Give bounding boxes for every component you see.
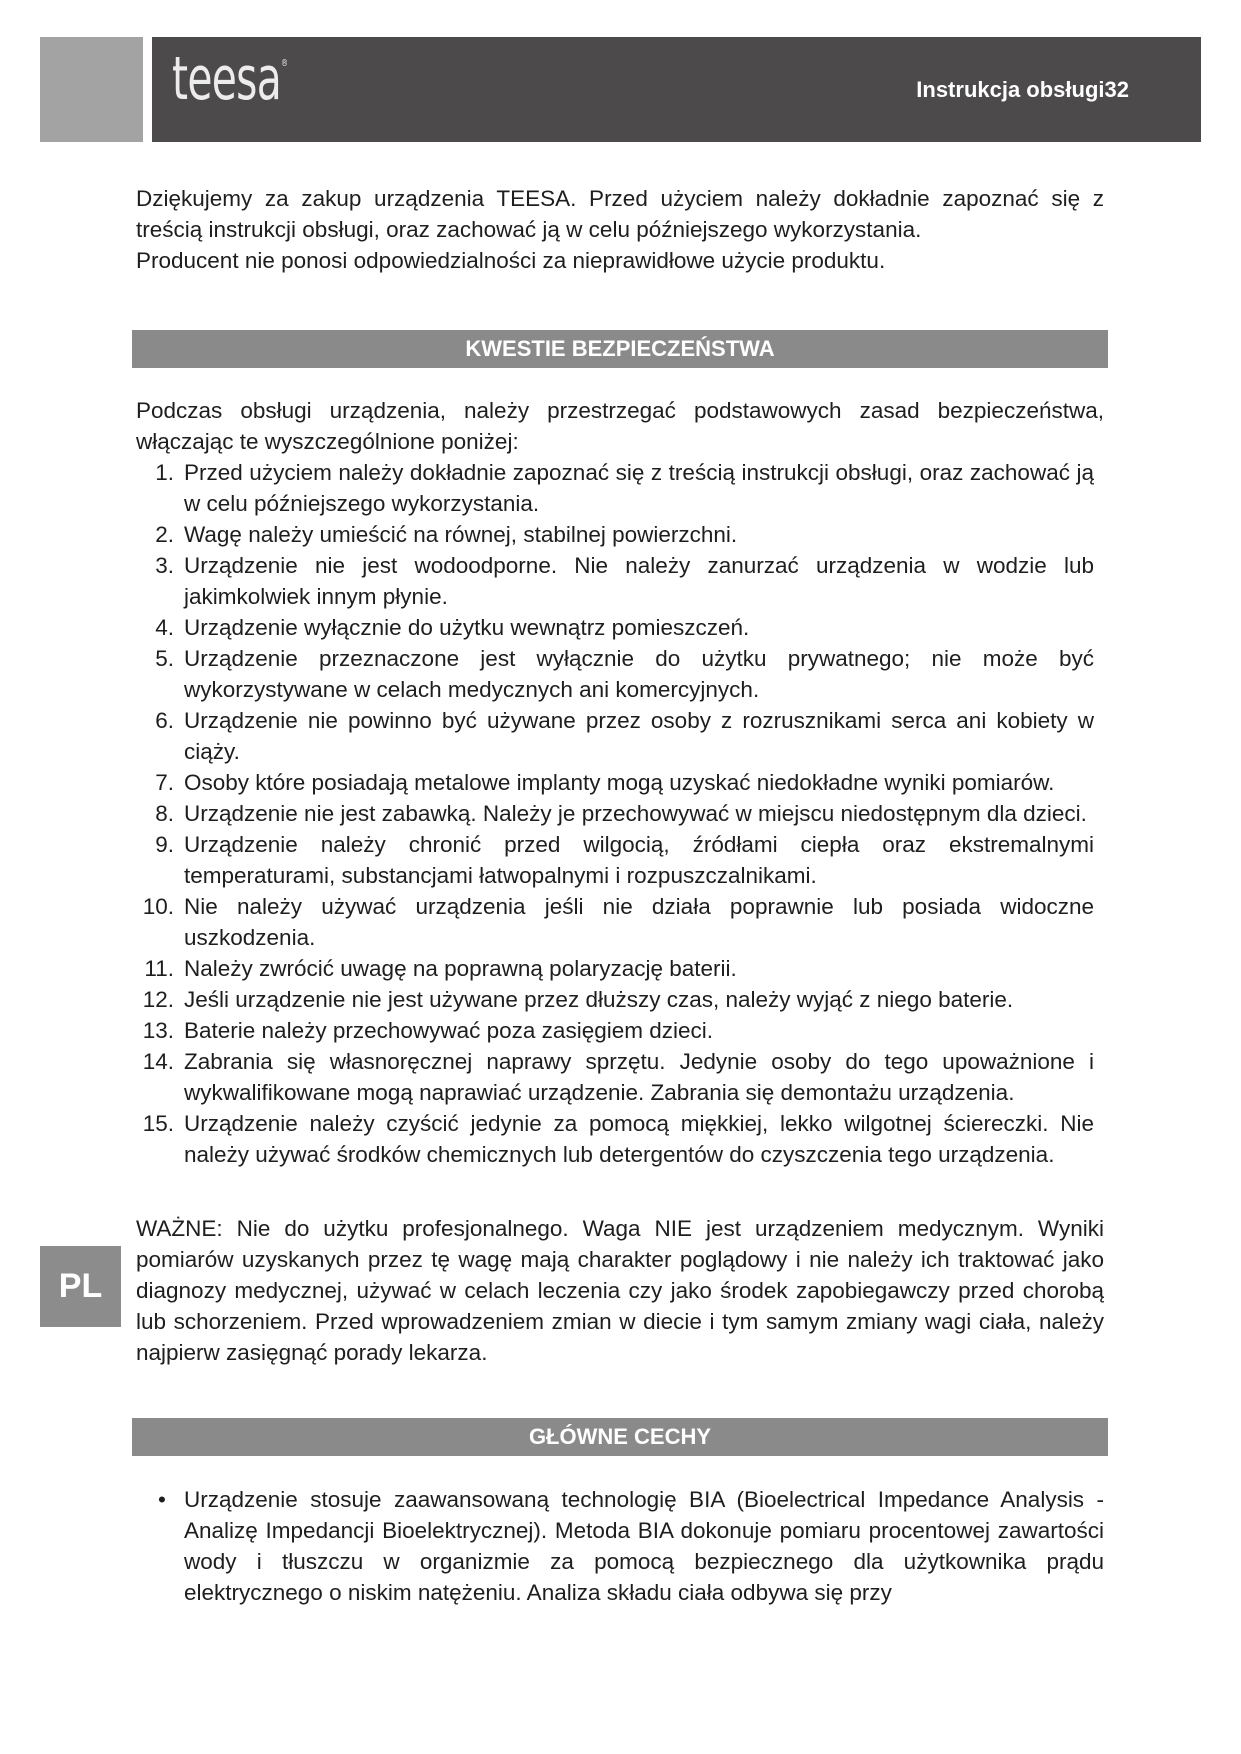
section-heading-safety: KWESTIE BEZPIECZEŃSTWA <box>132 330 1108 368</box>
safety-item-number: 3. <box>155 553 174 578</box>
safety-item <box>136 457 1094 519</box>
bullet-icon: • <box>158 1487 166 1512</box>
safety-item <box>136 550 1094 612</box>
safety-item <box>136 767 1094 798</box>
intro-paragraph: Dziękujemy za zakup urządzenia TEESA. Przed użyciem należy dokładnie zapoznać się z treścią instrukcji obsługi, oraz zachować ją w celu późniejszego wykorzystania. <box>136 186 1104 242</box>
safety-item <box>136 612 1094 643</box>
safety-list <box>136 457 1104 1170</box>
safety-item-text: Urządzenie należy czyścić jedynie za pomocą miękkiej, lekko wilgotnej ściereczki. Nie należy używać środków chemicznych lub detergentów do czyszczenia tego urządzenia. <box>184 1111 1094 1167</box>
language-tab: PL <box>40 1246 121 1327</box>
features-list <box>136 1484 1104 1608</box>
safety-item-text: Urządzenie nie powinno być używane przez osoby z rozrusznikami serca ani kobiety w ciąży. <box>184 708 1094 764</box>
header-bar <box>152 37 1201 142</box>
safety-item-number: 4. <box>155 615 174 640</box>
safety-item-text: Osoby które posiadają metalowe implanty mogą uzyskać niedokładne wyniki pomiarów. <box>184 770 1055 795</box>
safety-item-number: 6. <box>155 708 174 733</box>
safety-item-number: 5. <box>155 646 174 671</box>
safety-item-text: Urządzenie przeznaczone jest wyłącznie do użytku prywatnego; nie może być wykorzystywane w celach medycznych ani komercyjnych. <box>184 646 1094 702</box>
feature-item <box>136 1484 1104 1608</box>
important-section <box>136 1213 1104 1368</box>
brand-logo-text: teesa <box>172 44 282 114</box>
safety-item-text: Urządzenie nie jest wodoodporne. Nie należy zanurzać urządzenia w wodzie lub jakimkolwiek innym płynie. <box>184 553 1094 609</box>
brand-logo <box>172 44 288 114</box>
registered-mark: ® <box>281 58 288 69</box>
features-section <box>136 1484 1104 1608</box>
safety-item-number: 7. <box>155 770 174 795</box>
safety-item-text: Wagę należy umieścić na równej, stabilnej powierzchni. <box>184 522 738 547</box>
safety-item <box>136 891 1094 953</box>
document-title: Instrukcja obsługi32 <box>916 77 1129 102</box>
section-heading-features: GŁÓWNE CECHY <box>132 1418 1108 1456</box>
safety-lead: Podczas obsługi urządzenia, należy przestrzegać podstawowych zasad bezpieczeństwa, włączając te wyszczególnione poniżej: <box>136 398 1104 454</box>
safety-item-text: Nie należy używać urządzenia jeśli nie działa poprawnie lub posiada widoczne uszkodzenia. <box>184 894 1094 950</box>
safety-item-number: 8. <box>155 801 174 826</box>
safety-item-number: 2. <box>155 522 174 547</box>
safety-item-text: Przed użyciem należy dokładnie zapoznać się z treścią instrukcji obsługi, oraz zachować ją w celu późniejszego wykorzystania. <box>184 460 1094 516</box>
safety-item <box>136 829 1094 891</box>
safety-item-text: Urządzenie nie jest zabawką. Należy je przechowywać w miejscu niedostępnym dla dzieci. <box>184 801 1087 826</box>
safety-item <box>136 984 1094 1015</box>
intro-disclaimer: Producent nie ponosi odpowiedzialności za nieprawidłowe użycie produktu. <box>136 248 886 273</box>
safety-item-number: 10. <box>142 894 174 919</box>
safety-item-text: Zabrania się własnoręcznej naprawy sprzętu. Jedynie osoby do tego upoważnione i wykwalifikowane mogą naprawiać urządzenie. Zabrania się demontażu urządzenia. <box>184 1049 1094 1105</box>
safety-item-number: 14. <box>142 1049 174 1074</box>
safety-item-text: Jeśli urządzenie nie jest używane przez dłuższy czas, należy wyjąć z niego baterie. <box>184 987 1014 1012</box>
safety-item-number: 1. <box>155 460 174 485</box>
safety-item-number: 11. <box>144 956 174 981</box>
safety-item <box>136 1108 1094 1170</box>
safety-item-text: Należy zwrócić uwagę na poprawną polaryzację baterii. <box>184 956 737 981</box>
safety-item-number: 12. <box>142 987 174 1012</box>
safety-item <box>136 705 1094 767</box>
safety-item <box>136 798 1094 829</box>
safety-item-text: Urządzenie należy chronić przed wilgocią, źródłami ciepła oraz ekstremalnymi temperaturami, substancjami łatwopalnymi i rozpuszczalnikami. <box>184 832 1094 888</box>
safety-item <box>136 1046 1094 1108</box>
header-gray-block <box>40 37 143 142</box>
important-notice: WAŻNE: Nie do użytku profesjonalnego. Waga NIE jest urządzeniem medycznym. Wyniki pomiarów uzyskanych przez tę wagę mają charakter poglądowy i nie należy ich traktować jako diagnozy medycznej, używać w celach leczenia czy jako środek zapobiegawczy przed chorobą lub schorzeniem. Przed wprowadzeniem zmian w diecie i tym samym zmiany wagi ciała, należy najpierw zasięgnąć porady lekarza. <box>136 1216 1104 1365</box>
safety-item-text: Baterie należy przechowywać poza zasięgiem dzieci. <box>184 1018 714 1043</box>
safety-item-number: 9. <box>155 832 174 857</box>
safety-item-number: 13. <box>142 1018 174 1043</box>
safety-item <box>136 953 1094 984</box>
safety-item-text: Urządzenie wyłącznie do użytku wewnątrz pomieszczeń. <box>184 615 750 640</box>
safety-item <box>136 519 1094 550</box>
feature-item-text: Urządzenie stosuje zaawansowaną technologię BIA (Bioelectrical Impedance Analysis - Analizę Impedancji Bioelektrycznej). Metoda BIA dokonuje pomiaru procentowej zawartości wody i tłuszczu w organizmie za pomocą bezpiecznego dla użytkownika prądu elektrycznego o niskim natężeniu. Analiza składu ciała odbywa się przy <box>184 1487 1104 1605</box>
safety-item-number: 15. <box>142 1111 174 1136</box>
safety-item <box>136 643 1094 705</box>
safety-item <box>136 1015 1094 1046</box>
safety-section <box>136 395 1104 1170</box>
intro-section <box>136 183 1104 276</box>
